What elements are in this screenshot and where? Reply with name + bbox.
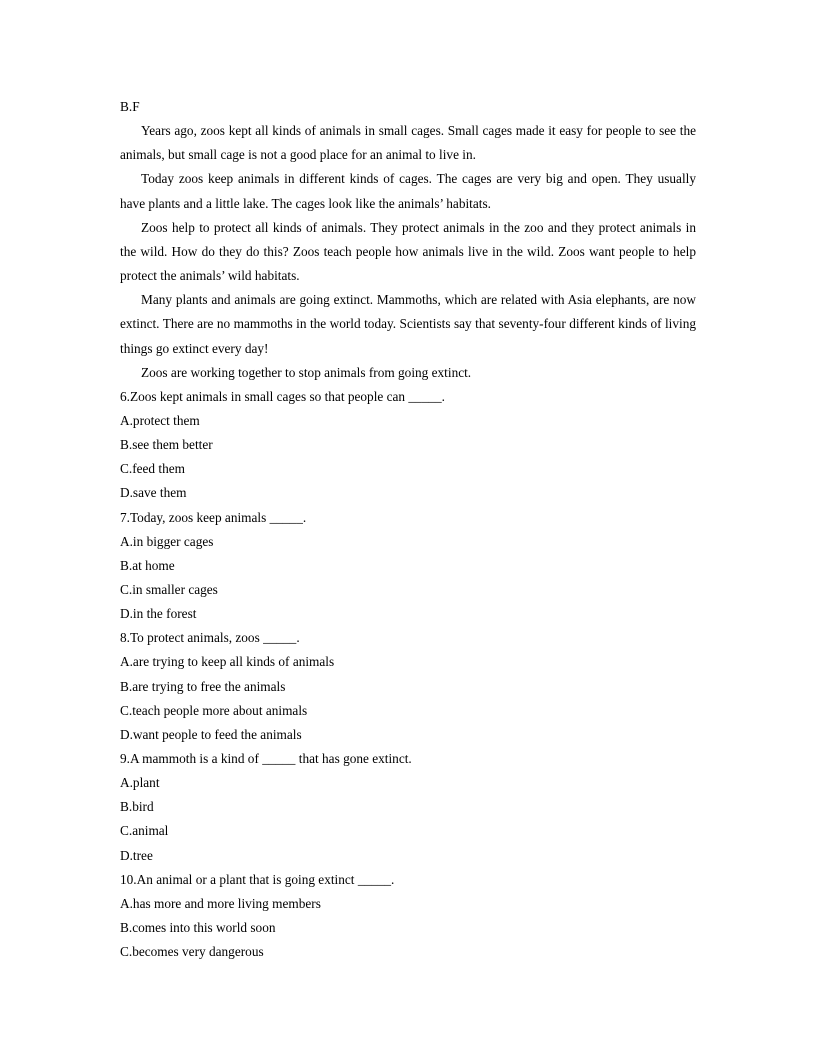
question-stem: 9.A mammoth is a kind of _____ that has gone extinct.: [120, 750, 412, 766]
answer-option: A.are trying to keep all kinds of animals: [120, 654, 335, 670]
question-8: [120, 626, 696, 747]
answer-option: A.protect them: [120, 413, 200, 428]
answer-option: B.comes into this world soon: [120, 919, 276, 935]
question-7: [120, 506, 696, 627]
question-6: [120, 385, 696, 506]
answer-option: D.tree: [120, 847, 153, 863]
page-content: [120, 95, 696, 964]
answer-option: B.see them better: [120, 437, 213, 453]
question-stem: 7.Today, zoos keep animals _____.: [120, 509, 307, 525]
answer-option: D.want people to feed the animals: [120, 726, 302, 742]
answer-option: C.in smaller cages: [120, 581, 218, 597]
question-stem: 8.To protect animals, zoos _____.: [120, 630, 300, 646]
section-label: B.F: [120, 99, 140, 114]
answer-option: D.in the forest: [120, 606, 197, 622]
answer-option: D.save them: [120, 485, 187, 501]
passage-paragraph-3: Zoos help to protect all kinds of animals. They protect animals in the zoo and they protect animals in the wild. How do they do this? Zoos teach people how animals live in the wild. Zoos want people to help protect the animals’ wild habitats.: [120, 219, 696, 284]
question-stem: 10.An animal or a plant that is going extinct _____.: [120, 871, 395, 887]
passage-paragraph-1: Years ago, zoos kept all kinds of animals in small cages. Small cages made it easy for people to see the animals, but small cage is not a good place for an animal to live in.: [120, 123, 696, 163]
question-10: [120, 868, 696, 965]
answer-option: C.becomes very dangerous: [120, 944, 264, 960]
passage-paragraph-2: Today zoos keep animals in different kinds of cages. The cages are very big and open. They usually have plants and a little lake. The cages look like the animals’ habitats.: [120, 171, 696, 211]
passage-paragraph-5: Zoos are working together to stop animals from going extinct.: [141, 364, 472, 380]
answer-option: C.animal: [120, 823, 169, 839]
answer-option: B.at home: [120, 557, 175, 573]
question-9: [120, 747, 696, 868]
answer-option: B.bird: [120, 799, 154, 815]
passage-paragraph-4: Many plants and animals are going extinct. Mammoths, which are related with Asia elephants, are now extinct. There are no mammoths in the world today. Scientists say that seventy-four different kinds of living things go extinct every day!: [120, 292, 696, 356]
answer-option: A.plant: [120, 775, 160, 791]
question-stem: 6.Zoos kept animals in small cages so that people can _____.: [120, 388, 445, 404]
answer-option: A.in bigger cages: [120, 533, 214, 549]
answer-option: C.feed them: [120, 461, 185, 477]
answer-option: C.teach people more about animals: [120, 702, 308, 718]
answer-option: B.are trying to free the animals: [120, 678, 286, 694]
answer-option: A.has more and more living members: [120, 895, 321, 911]
